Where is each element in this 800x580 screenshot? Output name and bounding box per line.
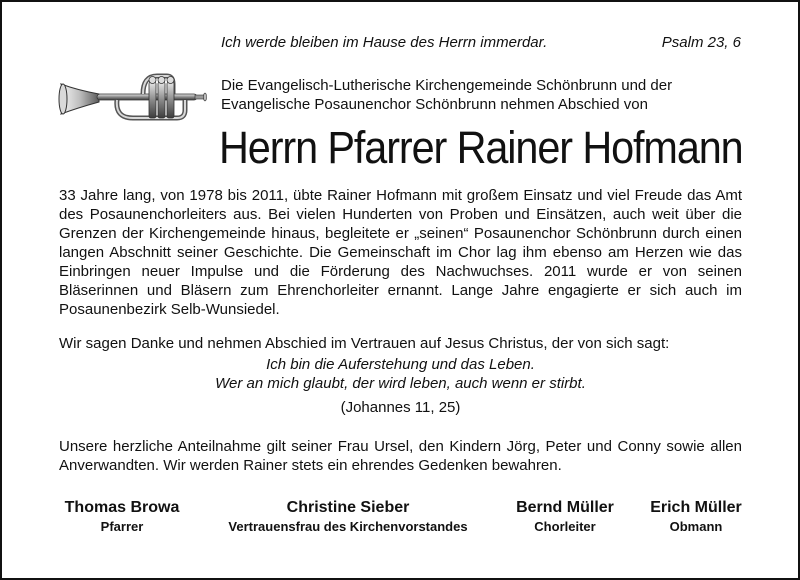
biography-paragraph: 33 Jahre lang, von 1978 bis 2011, übte Rainer Hofmann mit großem Einsatz und viel Freude das Amt des Posaunenchorleiters aus. Bei vielen Hunderten von Proben und Einsätzen, auch weit über die Grenzen der Kirchengemeinde hinaus, begleitete er „seinen“ Posaunenchor Schönbrunn durch einen langen Abschnitt seiner Geschichte. Die Gemeinschaft im Chor lag ihm ebenso am Herzen wie das Einbringen neuer Impulse und die Förderung des Nachwuchses. 2011 wurde er von seinen Bläserinnen und Bläsern zum Ehrenchorleiter ernannt. Lange Jahre engagierte er sich auch im Posaunenbezirk Selb-Wunsiedel. (59, 187, 742, 318)
motto-reference: Psalm 23, 6 (661, 34, 741, 51)
signatory-role: Obmann (669, 519, 723, 534)
bible-verse (59, 355, 742, 393)
signatory-role: Pfarrer (100, 519, 144, 534)
trumpet-icon (57, 64, 207, 132)
signatory-name: Thomas Browa (64, 499, 180, 516)
deceased-name: Herrn Pfarrer Rainer Hofmann (219, 122, 743, 173)
signature-block (636, 498, 756, 536)
signature-block (202, 498, 494, 536)
signature-block (52, 498, 192, 536)
thanks-line: Wir sagen Danke und nehmen Abschied im Vertrauen auf Jesus Christus, der von sich sagt: (59, 335, 670, 352)
intro-line: Die Evangelisch-Lutherische Kirchengemeinde Schönbrunn und der (221, 77, 673, 94)
signatory-name: Erich Müller (650, 499, 742, 516)
intro-text (221, 76, 741, 114)
verse-reference: (Johannes 11, 25) (340, 399, 461, 416)
motto (221, 34, 741, 56)
signature-block (505, 498, 625, 536)
verse-line: Ich bin die Auferstehung und das Leben. (266, 356, 535, 373)
verse-line: Wer an mich glaubt, der wird leben, auch wenn er stirbt. (215, 375, 586, 392)
motto-quote: Ich werde bleiben im Hause des Herrn immerdar. (221, 34, 548, 51)
signatory-name: Christine Sieber (286, 499, 410, 516)
condolence-paragraph: Unsere herzliche Anteilnahme gilt seiner Frau Ursel, den Kindern Jörg, Peter und Conny sowie allen Anverwandten. Wir werden Rainer stets ein ehrendes Gedenken bewahren. (59, 438, 742, 474)
signatory-role: Chorleiter (534, 519, 596, 534)
intro-line: Evangelische Posaunenchor Schönbrunn nehmen Abschied von (221, 96, 648, 113)
signatory-role: Vertrauensfrau des Kirchenvorstandes (228, 519, 468, 534)
signatory-name: Bernd Müller (516, 499, 614, 516)
